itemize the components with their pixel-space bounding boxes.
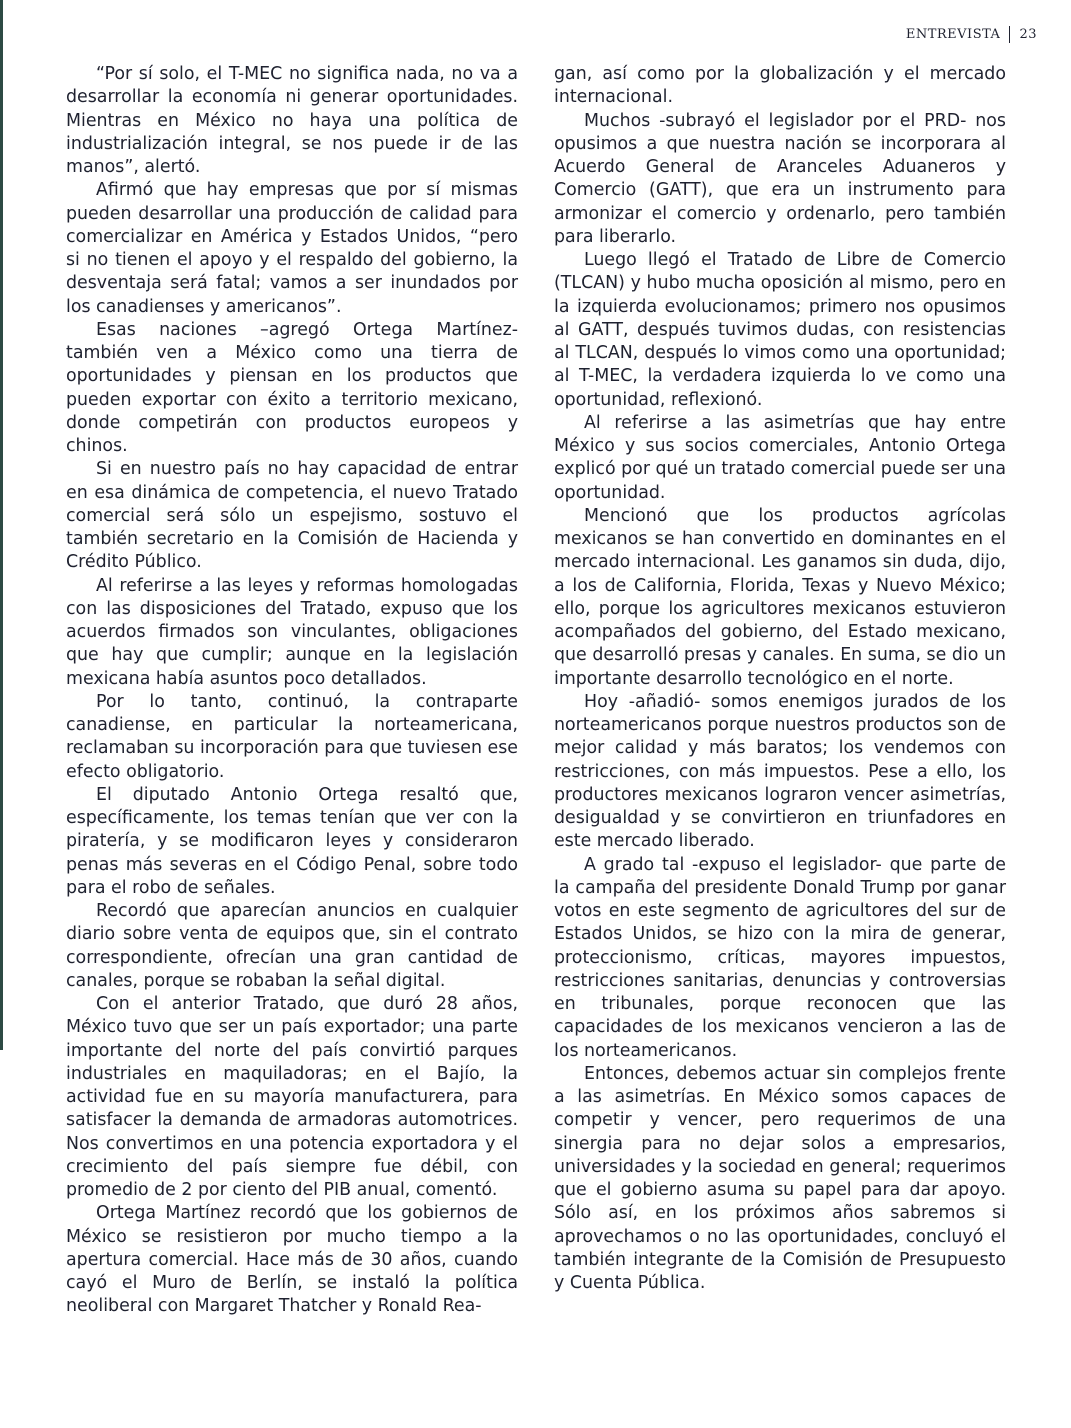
paragraph: Mencionó que los productos agrícolas mexicanos se han convertido en dominantes en el mercado internacional. Les ganamos sin duda, dijo, a los de California, Florida, Texas y Nuevo México; ello, porque los agricultores mexicanos estuvieron acompañados del gobierno, del Estado mexicano, que desarrolló presas y canales. En suma, se dio un importante desarrollo tecnológico en el norte. [554,505,1006,689]
paragraph: Recordó que aparecían anuncios en cualquier diario sobre venta de equipos que, sin el contrato correspondiente, ofrecían una gran cantidad de canales, porque se robaban la señal digital. [66,901,518,991]
paragraph: Esas naciones –agregó Ortega Martínez- también ven a México como una tierra de oportunidades y piensan en los productos que pueden exportar con éxito a territorio mexicano, donde competirán con productos europeos y chinos. [66,319,518,456]
paragraph: Entonces, debemos actuar sin complejos frente a las asimetrías. En México somos capaces de competir y vencer, pero requerimos de una sinergia para no dejar solos a empresarios, universidades y la sociedad en general; requerimos que el gobierno asuma su papel para dar apoyo. Sólo así, en los próximos años sabremos si aprovechamos o no las oportunidades, concluyó el también integrante de la Comisión de Presupuesto y Cuenta Pública. [554,1063,1006,1293]
paragraph: Al referirse a las asimetrías que hay entre México y sus socios comerciales, Antonio Ortega explicó por qué un tratado comercial puede ser una oportunidad. [554,412,1006,503]
paragraph: Hoy -añadió- somos enemigos jurados de los norteamericanos porque nuestros productos son de mejor calidad y más baratos; los vendemos con restricciones, con más impuestos. Pese a ello, los productores mexicanos lograron vencer asimetrías, desigualdad y se convirtieron en triunfadores en este mercado liberado. [554,691,1006,852]
paragraph: Muchos -subrayó el legislador por el PRD- nos opusimos a que nuestra nación se incorporara al Acuerdo General de Aranceles Aduaneros y Comercio (GATT), que era un instrumento para armonizar el comercio y ordenarlo, pero también para liberarlo. [554,110,1006,247]
paragraph-continued: gan, así como por la globalización y el mercado internacional. [554,64,1006,108]
page-edge-bar [0,0,3,1050]
paragraph: Si en nuestro país no hay capacidad de entrar en esa dinámica de competencia, el nuevo Tratado comercial será sólo un espejismo, sostuvo el también secretario en la Comisión de Hacienda y Crédito Público. [66,459,518,573]
paragraph: Afirmó que hay empresas que por sí mismas pueden desarrollar una producción de calidad para comercializar en América y Estados Unidos, “pero si no tienen el apoyo y el respaldo del gobierno, la desventaja será fatal; vamos a ser inundados por los canadienses y americanos”. [66,180,518,317]
article-column-right [554,63,1006,1295]
paragraph: Por lo tanto, continuó, la contraparte canadiense, en particular la norteamericana, reclamaban su incorporación para que tuviesen ese efecto obligatorio. [66,691,518,782]
paragraph: El diputado Antonio Ortega resaltó que, específicamente, los temas tenían que ver con la piratería, y se modificaron leyes y consideraron penas más severas en el Código Penal, sobre todo para el robo de señales. [66,784,518,898]
paragraph: Ortega Martínez recordó que los gobiernos de México se resistieron por mucho tiempo a la apertura comercial. Hace más de 30 años, cuando cayó el Muro de Berlín, se instaló la política neoliberal con Margaret Thatcher y Ronald Rea- [66,1203,518,1317]
section-title: ENTREVISTA [905,27,1001,42]
paragraph: “Por sí solo, el T-MEC no significa nada, no va a desarrollar la economía ni generar oportunidades. Mientras en México no haya una política de industrialización integral, se nos puede ir de las manos”, alertó. [66,64,518,177]
paragraph: Luego llegó el Tratado de Libre de Comercio (TLCAN) y hubo mucha oposición al mismo, pero en la izquierda evolucionamos; primero nos opusimos al GATT, después tuvimos dudas, con resistencias al TLCAN, después lo vimos como una oportunidad; al T-MEC, la verdadera izquierda lo ve como una oportunidad, reflexionó. [554,250,1006,410]
paragraph: Con el anterior Tratado, que duró 28 años, México tuvo que ser un país exportador; una parte importante del norte del país convirtió parques industriales en maquiladoras; en el Bajío, la actividad fue en su mayoría manufacturera, para satisfacer la demanda de armadoras automotrices. Nos convertimos en una potencia exportadora y el crecimiento del país siempre fue débil, con promedio de 2 por ciento del PIB anual, comentó. [66,994,518,1200]
page-number: 23 [1019,27,1037,42]
page-header [906,26,1037,43]
paragraph: A grado tal -expuso el legislador- que parte de la campaña del presidente Donald Trump por ganar votos en este segmento de agricultores del sur de Estados Unidos, se hizo con la mira de generar, proteccionismo, críticas, mayores impuestos, restricciones sanitarias, denuncias y controversias en tribunales, porque reconocen que las capacidades de los mexicanos vencieron a las de los norteamericanos. [554,854,1006,1061]
article-column-left [66,63,518,1319]
paragraph: Al referirse a las leyes y reformas homologadas con las disposiciones del Tratado, expuso que los acuerdos firmados son vinculantes, obligaciones que hay que cumplir; aunque en la legislación mexicana había asuntos poco detallados. [66,575,518,689]
header-divider [1009,26,1010,43]
